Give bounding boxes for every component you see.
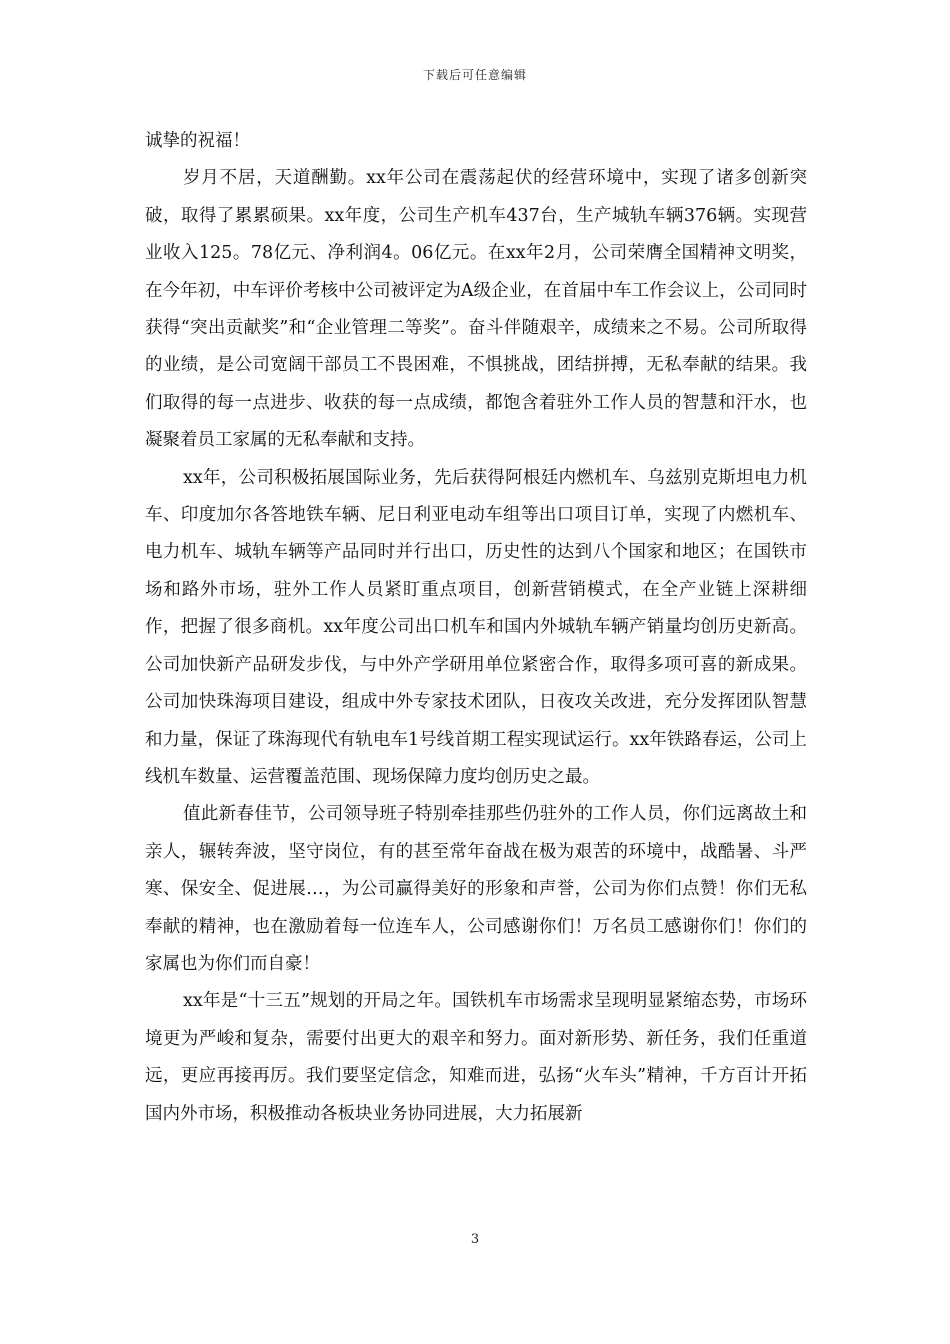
paragraph-5: xx年是“十三五”规划的开局之年。国铁机车市场需求呈现明显紧缩态势，市场环境更为严峻和复杂，需要付出更大的艰辛和努力。面对新形势、新任务，我们任重道远，更应再接再厉。我们要坚定信念，知难而进，弘扬“火车头”精神，千方百计开拓国内外市场，积极推动各板块业务协同进展，大力拓展新	[145, 991, 807, 1124]
paragraph-4: 值此新春佳节，公司领导班子特别牵挂那些仍驻外的工作人员，你们远离故土和亲人，辗转奔波，坚守岗位，有的甚至常年奋战在极为艰苦的环境中，战酷暑、斗严寒、保安全、促进展…，为公司赢得美好的形象和声誉，公司为你们点赞！你们无私奉献的精神，也在激励着每一位连车人，公司感谢你们！万名员工感谢你们！你们的家属也为你们而自豪！	[145, 804, 807, 974]
document-body	[145, 123, 807, 1133]
paragraph-1: 诚挚的祝福！	[145, 131, 250, 151]
page-number: 3	[470, 1232, 480, 1247]
paragraph-3: xx年，公司积极拓展国际业务，先后获得阿根廷内燃机车、乌兹别克斯坦电力机车、印度加尔各答地铁车辆、尼日利亚电动车组等出口项目订单，实现了内燃机车、电力机车、城轨车辆等产品同时并行出口，历史性的达到八个国家和地区；在国铁市场和路外市场，驻外工作人员紧盯重点项目，创新营销模式，在全产业链上深耕细作，把握了很多商机。xx年度公司出口机车和国内外城轨车辆产销量均创历史新高。公司加快新产品研发步伐，与中外产学研用单位紧密合作，取得多项可喜的新成果。公司加快珠海项目建设，组成中外专家技术团队，日夜攻关改进，充分发挥团队智慧和力量，保证了珠海现代有轨电车1号线首期工程实现试运行。xx年铁路春运，公司上线机车数量、运营覆盖范围、现场保障力度均创历史之最。	[145, 467, 807, 787]
page-header: 下载后可任意编辑	[422, 68, 527, 82]
paragraph-2: 岁月不居，天道酬勤。xx年公司在震荡起伏的经营环境中，实现了诸多创新突破，取得了累累硕果。xx年度，公司生产机车437台，生产城轨车辆376辆。实现营业收入125。78亿元、净利润4。06亿元。在xx年2月，公司荣膺全国精神文明奖，在今年初，中车评价考核中公司被评定为A级企业，在首届中车工作会议上，公司同时获得“突出贡献奖”和“企业管理二等奖”。奋斗伴随艰辛，成绩来之不易。公司所取得的业绩，是公司宽阔干部员工不畏困难，不惧挑战，团结拼搏，无私奉献的结果。我们取得的每一点进步、收获的每一点成绩，都饱含着驻外工作人员的智慧和汗水，也凝聚着员工家属的无私奉献和支持。	[145, 168, 807, 451]
